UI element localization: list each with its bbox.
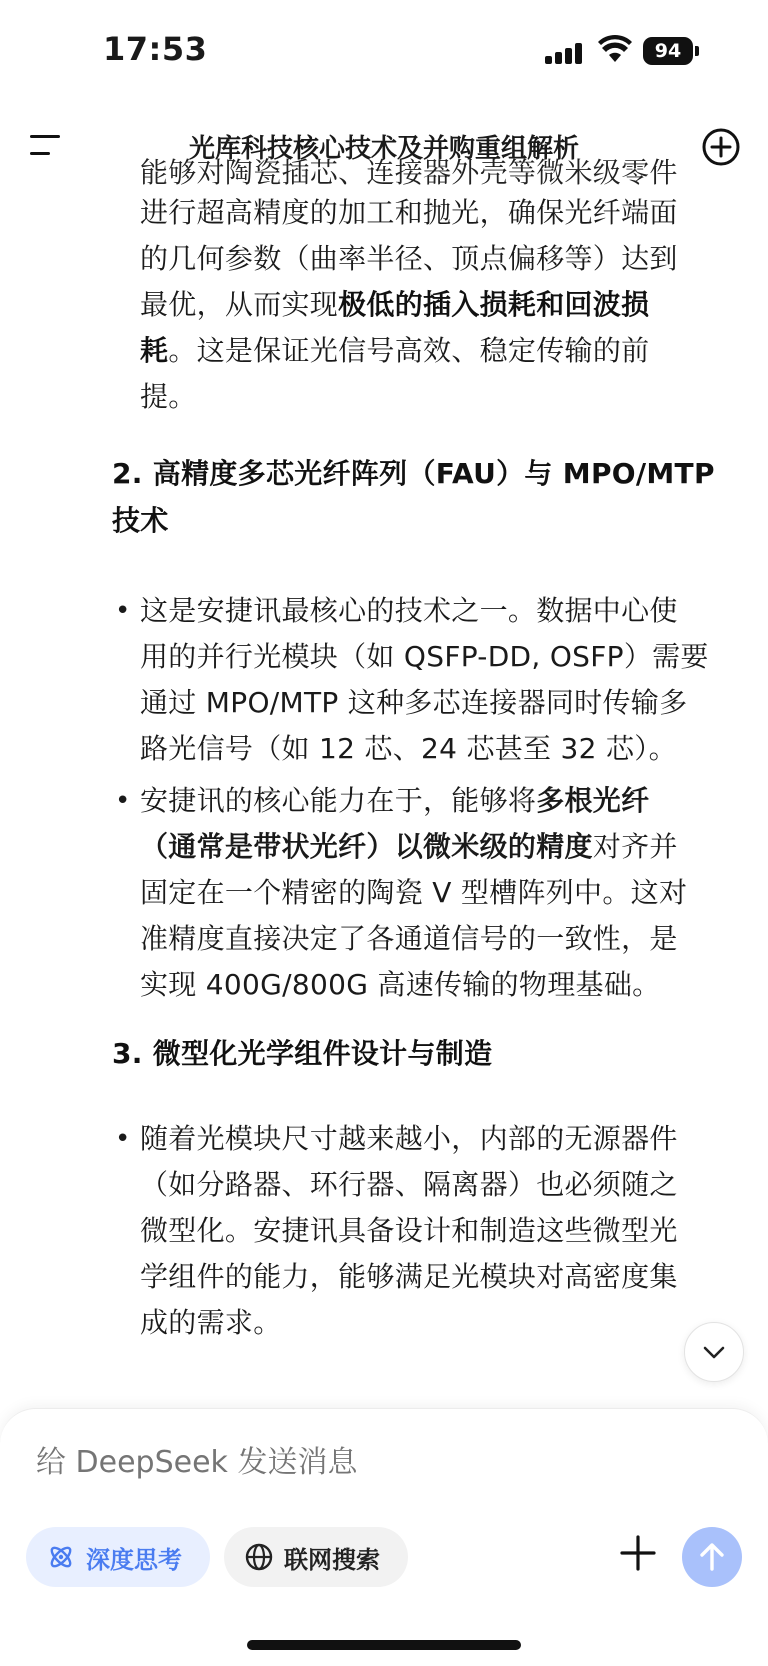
heading-line: 2. 高精度多芯光纤阵列（FAU）与 MPO/MTP <box>112 457 715 490</box>
text-run: 。这是保证光信号高效、稳定传输的前 <box>168 334 650 367</box>
home-indicator <box>247 1640 521 1650</box>
text-line: （如分路器、环行器、隔离器）也必须随之 <box>140 1168 678 1201</box>
list-item-text <box>140 588 740 772</box>
text-line: 这是安捷讯最核心的技术之一。数据中心使 <box>140 594 678 627</box>
text-line: 实现 400G/800G 高速传输的物理基础。 <box>140 968 661 1001</box>
deep-think-icon <box>46 1542 76 1572</box>
plus-icon[interactable] <box>618 1533 658 1573</box>
bold-text: 极低的插入损耗和回波损 <box>338 288 650 321</box>
wifi-icon <box>598 36 632 64</box>
text-line: 的几何参数（曲率半径、顶点偏移等）达到 <box>140 242 678 275</box>
message-input[interactable] <box>36 1437 636 1487</box>
scroll-down-button[interactable] <box>684 1322 744 1382</box>
text-line: 通过 MPO/MTP 这种多芯连接器同时传输多 <box>140 686 688 719</box>
deep-think-toggle[interactable] <box>26 1527 210 1587</box>
text-run: 最优，从而实现 <box>140 288 339 321</box>
intro-paragraph <box>140 190 730 420</box>
section-heading-3: 3. 微型化光学组件设计与制造 <box>112 1037 493 1070</box>
deep-think-label: 深度思考 <box>86 1545 182 1574</box>
battery-icon: 94 <box>643 37 693 65</box>
heading-line: 技术 <box>112 504 169 537</box>
send-button[interactable] <box>682 1527 742 1587</box>
bullet-icon: • <box>115 786 131 816</box>
globe-icon <box>244 1542 274 1572</box>
list-item-text <box>140 778 740 1008</box>
page-title: 光库科技核心技术及并购重组解析 <box>188 134 579 164</box>
send-arrow-icon <box>696 1541 728 1573</box>
section-heading-2 <box>112 450 732 544</box>
menu-icon[interactable] <box>30 132 64 162</box>
list-item-text <box>140 1116 740 1346</box>
bold-text: 耗 <box>140 334 169 367</box>
text-line: 固定在一个精密的陶瓷 V 型槽阵列中。这对 <box>140 876 688 909</box>
text-line: 进行超高精度的加工和抛光，确保光纤端面 <box>140 196 678 229</box>
battery-tip <box>695 46 699 56</box>
text-line <box>140 778 740 824</box>
text-line: 随着光模块尺寸越来越小，内部的无源器件 <box>140 1122 678 1155</box>
web-search-label: 联网搜索 <box>284 1545 380 1574</box>
message-content <box>0 156 768 1408</box>
text-run: 对齐并 <box>592 830 678 863</box>
text-line: 学组件的能力，能够满足光模块对高密度集 <box>140 1260 678 1293</box>
web-search-toggle[interactable] <box>224 1527 408 1587</box>
bullet-icon: • <box>115 1124 131 1154</box>
composer <box>0 1408 768 1666</box>
text-line: 提。 <box>140 380 197 413</box>
text-line: 准精度直接决定了各通道信号的一致性，是 <box>140 922 678 955</box>
bullet-icon: • <box>115 596 131 626</box>
text-line: 微型化。安捷讯具备设计和制造这些微型光 <box>140 1214 678 1247</box>
bold-text: （通常是带状光纤）以微米级的精度 <box>140 830 593 863</box>
bold-text: 多根光纤 <box>536 784 650 817</box>
status-time: 17:53 <box>103 30 208 68</box>
chevron-down-icon <box>702 1342 726 1362</box>
signal-icon <box>545 42 589 64</box>
text-line <box>140 824 740 870</box>
text-line: 成的需求。 <box>140 1306 282 1339</box>
text-run: 安捷讯的核心能力在于，能够将 <box>140 784 537 817</box>
partial-text-line: 能够对陶瓷插芯、连接器外壳等微米级零件 <box>140 156 678 189</box>
text-line <box>140 328 730 374</box>
text-line: 路光信号（如 12 芯、24 芯甚至 32 芯）。 <box>140 732 677 765</box>
text-line: 用的并行光模块（如 QSFP-DD, OSFP）需要 <box>140 640 709 673</box>
status-bar <box>0 0 768 100</box>
text-line <box>140 282 730 328</box>
